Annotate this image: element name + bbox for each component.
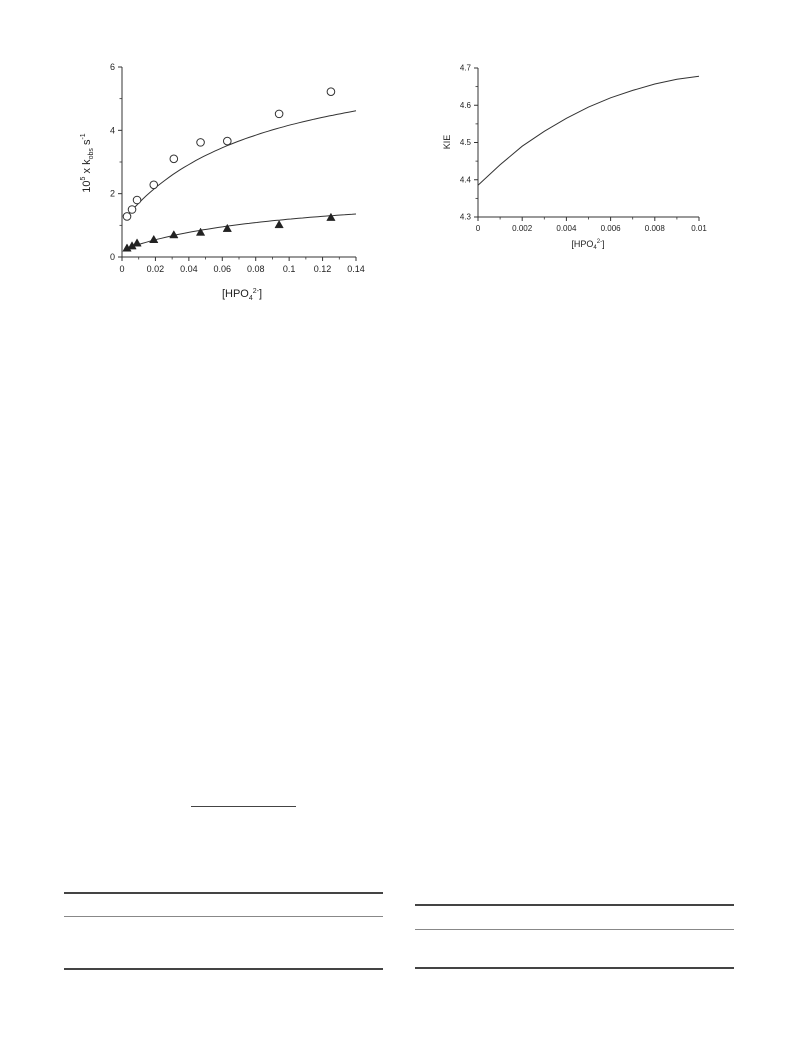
table-right-top-rule	[415, 904, 734, 906]
chart1-circle-point	[170, 155, 178, 163]
chart1-x-tick-label: 0	[119, 264, 125, 274]
chart1-fit-line-0	[127, 111, 356, 216]
chart2-axes	[460, 64, 707, 233]
chart1-fit-line-1	[127, 214, 356, 248]
table-left-bottom-rule	[64, 968, 383, 970]
table-right-bottom-rule	[415, 967, 734, 969]
chart1-y-tick-label: 2	[109, 188, 115, 199]
chart2-x-tick-label: 0.006	[600, 224, 621, 233]
chart1-circle-point	[133, 196, 141, 204]
chart1-triangle-point	[133, 239, 141, 246]
chart2-x-tick-label: 0	[475, 224, 481, 233]
chart1-y-tick-label: 0	[109, 252, 115, 262]
kobs-chart	[70, 55, 390, 305]
chart1-fit-curves	[127, 111, 356, 248]
chart2-y-axis-label: KIE	[442, 134, 452, 150]
chart2-y-tick-label: 4.7	[459, 63, 471, 73]
table-left-mid-rule	[64, 916, 383, 917]
chart1-circle-point	[275, 110, 283, 118]
chart1-circle-point	[224, 137, 232, 145]
chart2-y-tick-label: 4.5	[459, 138, 471, 148]
chart1-x-tick-label: 0.14	[347, 264, 365, 274]
chart1-circle-point	[197, 139, 205, 147]
chart2-y-tick-label: 4.6	[459, 100, 471, 110]
chart2-y-tick-label: 4.3	[459, 212, 471, 222]
chart1-triangle-point	[196, 228, 204, 235]
chart1-y-tick-label: 6	[109, 62, 115, 72]
chart1-x-axis-label: $[HPO_4^{2-}]$	[221, 288, 263, 302]
chart1-triangle-point	[275, 221, 283, 228]
chart2-x-tick-label: 0.002	[512, 224, 533, 233]
chart1-triangle-point	[327, 213, 335, 220]
chart1-y-axis-label: $10^5$ x $k_{obs}$ $s^{-1}$	[80, 133, 95, 193]
chart2-kie-line	[478, 76, 699, 185]
chart2-x-tick-label: 0.01	[691, 224, 707, 233]
chart1-circle-point	[150, 181, 158, 189]
footnote-rule	[191, 806, 296, 807]
kie-chart	[430, 55, 730, 265]
table-left-top-rule	[64, 892, 383, 894]
chart1-y-tick-label: 4	[109, 125, 115, 136]
chart2-x-axis-label: $[HPO_4^{2-}]$	[571, 239, 605, 251]
chart2-curve	[478, 76, 699, 185]
chart1-points	[123, 88, 335, 251]
chart1-circle-point	[123, 213, 131, 221]
chart1-x-tick-label: 0.08	[246, 264, 265, 274]
chart1-x-tick-label: 0.1	[282, 264, 296, 274]
chart1-x-tick-label: 0.12	[313, 264, 332, 274]
chart2-x-tick-label: 0.004	[556, 224, 577, 233]
chart1-circle-point	[128, 206, 136, 214]
chart1-circle-point	[327, 88, 335, 96]
chart1-x-tick-label: 0.04	[180, 264, 198, 274]
table-right-mid-rule	[415, 929, 734, 930]
chart1-x-tick-label: 0.06	[213, 264, 232, 274]
chart2-y-tick-label: 4.4	[459, 175, 471, 185]
chart1-x-tick-label: 0.02	[146, 264, 165, 274]
chart2-x-tick-label: 0.008	[644, 224, 665, 233]
